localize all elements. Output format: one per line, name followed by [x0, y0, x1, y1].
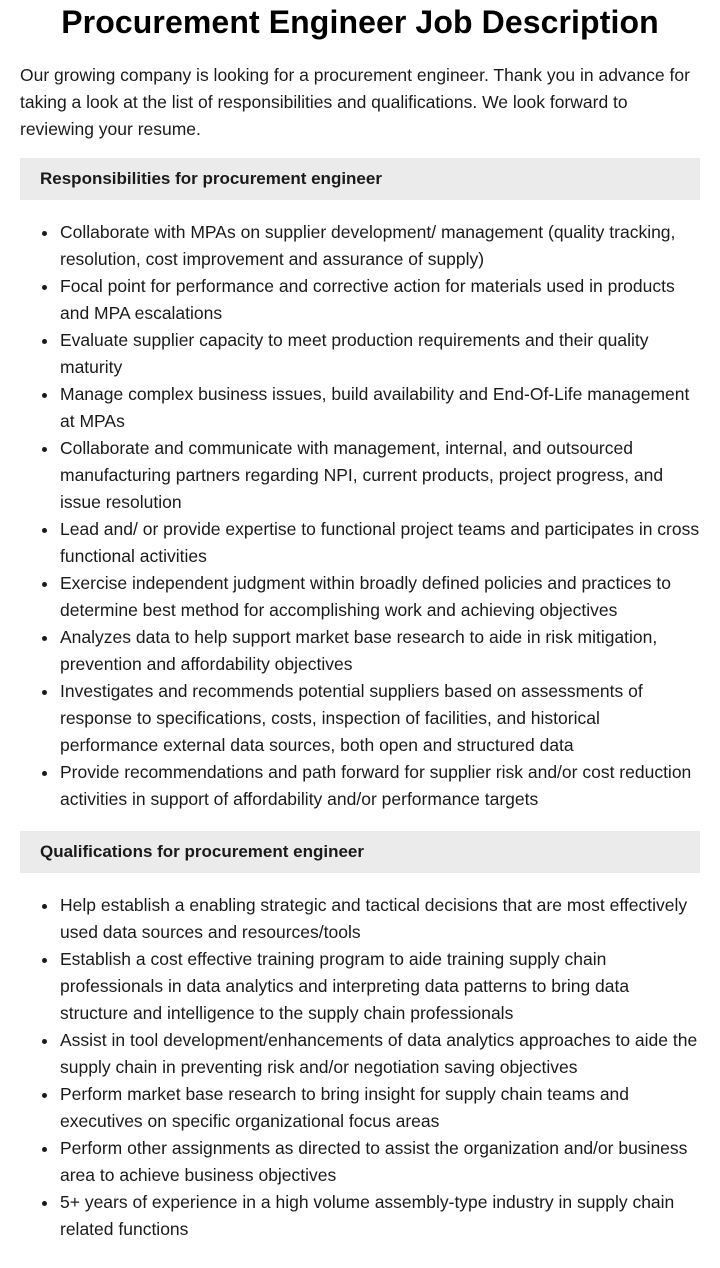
- responsibilities-heading: Responsibilities for procurement engineer: [20, 158, 700, 200]
- list-item-text: Collaborate with MPAs on supplier development/ management (quality tracking, resolution, cost improvement and assurance of supply): [60, 222, 676, 269]
- intro-paragraph: Our growing company is looking for a procurement engineer. Thank you in advance for taking a look at the list of responsibilities and qualifications. We look forward to reviewing your resume.: [20, 65, 690, 139]
- list-item: [20, 327, 700, 381]
- list-item: [20, 1189, 700, 1243]
- bullet-icon: [42, 1039, 47, 1044]
- list-item-text: Exercise independent judgment within broadly defined policies and practices to determine best method for accomplishing work and achieving objectives: [60, 573, 671, 620]
- bullet-icon: [42, 690, 47, 695]
- list-item: [20, 381, 700, 435]
- list-item-text: Assist in tool development/enhancements of data analytics approaches to aide the supply chain in preventing risk and/or negotiation saving objectives: [60, 1030, 698, 1077]
- list-item: [20, 946, 700, 1027]
- bullet-icon: [42, 904, 47, 909]
- list-item: [20, 516, 700, 570]
- list-item: [20, 1135, 700, 1189]
- bullet-icon: [42, 447, 47, 452]
- list-item: [20, 1081, 700, 1135]
- qualifications-heading: Qualifications for procurement engineer: [20, 831, 700, 873]
- list-item-text: Help establish a enabling strategic and tactical decisions that are most effectively used data sources and resources/tools: [60, 895, 688, 942]
- list-item-text: Manage complex business issues, build availability and End-Of-Life management at MPAs: [60, 384, 690, 431]
- list-item: [20, 273, 700, 327]
- bullet-icon: [42, 1093, 47, 1098]
- bullet-icon: [42, 771, 47, 776]
- list-item-text: Investigates and recommends potential suppliers based on assessments of response to specifications, costs, inspection of facilities, and historical performance external data sources, both open and structured data: [60, 681, 643, 755]
- bullet-icon: [42, 231, 47, 236]
- list-item-text: Focal point for performance and corrective action for materials used in products and MPA escalations: [60, 276, 675, 323]
- page-title: Procurement Engineer Job Description: [61, 4, 659, 40]
- bullet-icon: [42, 339, 47, 344]
- list-item-text: Perform other assignments as directed to assist the organization and/or business area to achieve business objectives: [60, 1138, 688, 1185]
- list-item-text: Evaluate supplier capacity to meet production requirements and their quality maturity: [60, 330, 649, 377]
- list-item: [20, 435, 700, 516]
- bullet-icon: [42, 285, 47, 290]
- list-item-text: Perform market base research to bring insight for supply chain teams and executives on specific organizational focus areas: [60, 1084, 630, 1131]
- list-item: [20, 219, 700, 273]
- bullet-icon: [42, 958, 47, 963]
- list-item: [20, 570, 700, 624]
- list-item-text: Collaborate and communicate with management, internal, and outsourced manufacturing partners regarding NPI, current products, project progress, and issue resolution: [60, 438, 664, 512]
- bullet-icon: [42, 1147, 47, 1152]
- list-item-text: 5+ years of experience in a high volume assembly-type industry in supply chain related functions: [60, 1192, 675, 1239]
- bullet-icon: [42, 528, 47, 533]
- list-item-text: Analyzes data to help support market base research to aide in risk mitigation, prevention and affordability objectives: [60, 627, 658, 674]
- list-item: [20, 1027, 700, 1081]
- list-item: [20, 624, 700, 678]
- list-item: [20, 678, 700, 759]
- list-item: [20, 892, 700, 946]
- list-item-text: Establish a cost effective training program to aide training supply chain professionals in data analytics and interpreting data patterns to bring data structure and intelligence to the supply chain professionals: [60, 949, 630, 1023]
- bullet-icon: [42, 393, 47, 398]
- list-item-text: Lead and/ or provide expertise to functional project teams and participates in cross functional activities: [60, 519, 700, 566]
- bullet-icon: [42, 1201, 47, 1206]
- qualifications-list: [20, 892, 700, 1243]
- bullet-icon: [42, 582, 47, 587]
- bullet-icon: [42, 636, 47, 641]
- list-item: [20, 759, 700, 813]
- list-item-text: Provide recommendations and path forward for supplier risk and/or cost reduction activities in support of affordability and/or performance targets: [60, 762, 692, 809]
- responsibilities-list: [20, 219, 700, 813]
